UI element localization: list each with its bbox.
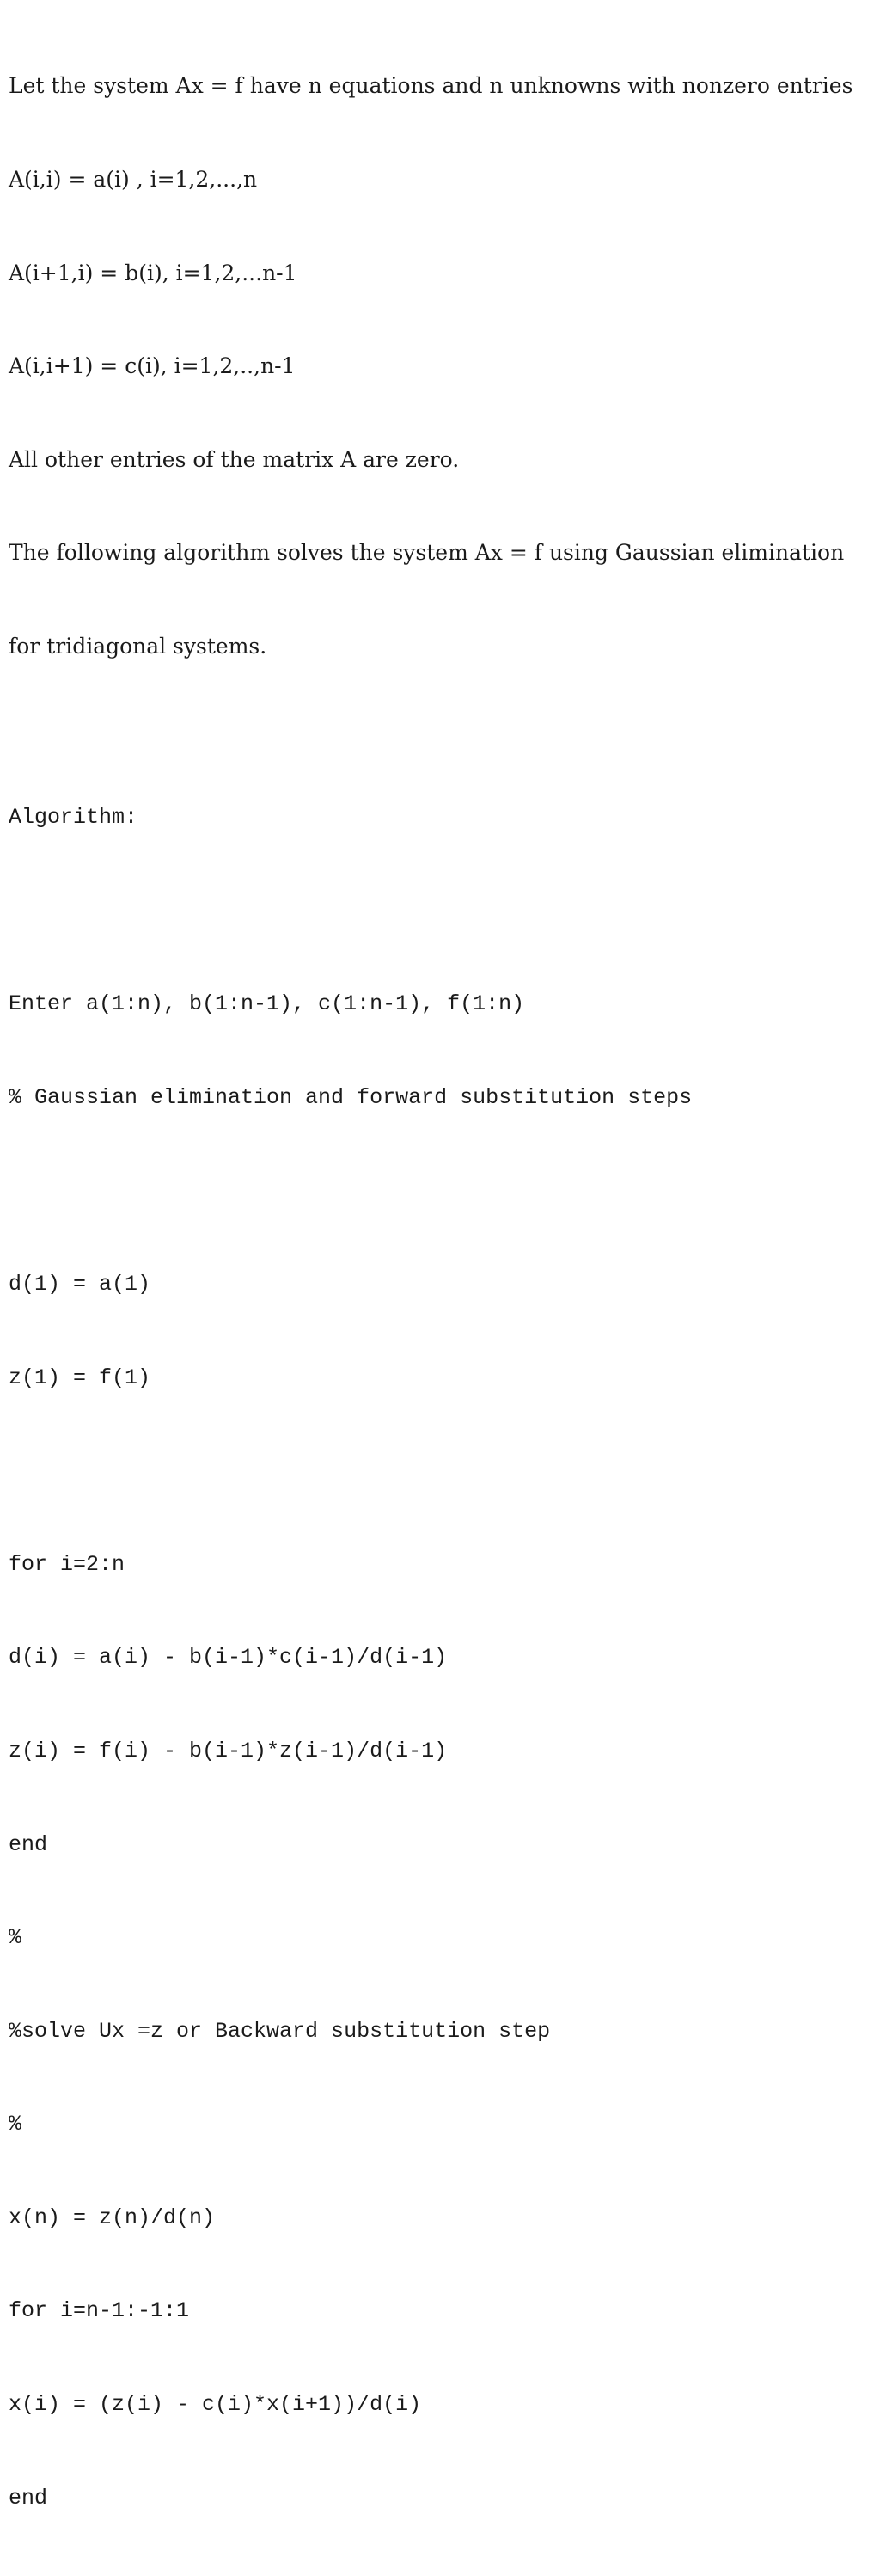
code-line: x(n) = z(n)/d(n) xyxy=(9,2205,216,2230)
text-line: for tridiagonal systems. xyxy=(9,633,267,659)
code-line: Algorithm: xyxy=(9,804,138,830)
code-line: d(i) = a(i) - b(i-1)*c(i-1)/d(i-1) xyxy=(9,1645,448,1671)
code-line: z(i) = f(i) - b(i-1)*z(i-1)/d(i-1) xyxy=(9,1738,448,1763)
algorithm-code xyxy=(9,740,871,2576)
problem-description xyxy=(9,9,871,725)
text-line: Let the system Ax = f have n equations and n unknowns with nonzero entries xyxy=(9,73,853,99)
code-line: end xyxy=(9,2485,48,2511)
document-page xyxy=(9,9,871,2576)
text-line: A(i,i+1) = c(i), i=1,2,..,n-1 xyxy=(9,353,296,379)
code-line: x(i) = (z(i) - c(i)*x(i+1))/d(i) xyxy=(9,2392,422,2418)
code-line: for i=n-1:-1:1 xyxy=(9,2298,190,2324)
code-line: % xyxy=(9,1925,22,1951)
code-line: z(1) = f(1) xyxy=(9,1365,151,1390)
code-line: %solve Ux =z or Backward substitution step xyxy=(9,2018,551,2044)
code-line xyxy=(9,1456,871,1487)
code-line xyxy=(9,896,871,927)
spacer xyxy=(9,725,871,740)
code-line: % xyxy=(9,2112,22,2137)
code-line: d(1) = a(1) xyxy=(9,1271,151,1297)
text-line: A(i+1,i) = b(i), i=1,2,...n-1 xyxy=(9,260,297,285)
code-line: for i=2:n xyxy=(9,1551,125,1577)
code-line: end xyxy=(9,1831,48,1857)
text-line: A(i,i) = a(i) , i=1,2,...,n xyxy=(9,167,258,192)
text-line: The following algorithm solves the system Ax = f using Gaussian elimination xyxy=(9,540,845,566)
text-line: All other entries of the matrix A are zero. xyxy=(9,446,460,472)
code-line: % Gaussian elimination and forward substitution steps xyxy=(9,1084,693,1110)
code-line xyxy=(9,1175,871,1206)
code-line: Enter a(1:n), b(1:n-1), c(1:n-1), f(1:n) xyxy=(9,991,525,1017)
